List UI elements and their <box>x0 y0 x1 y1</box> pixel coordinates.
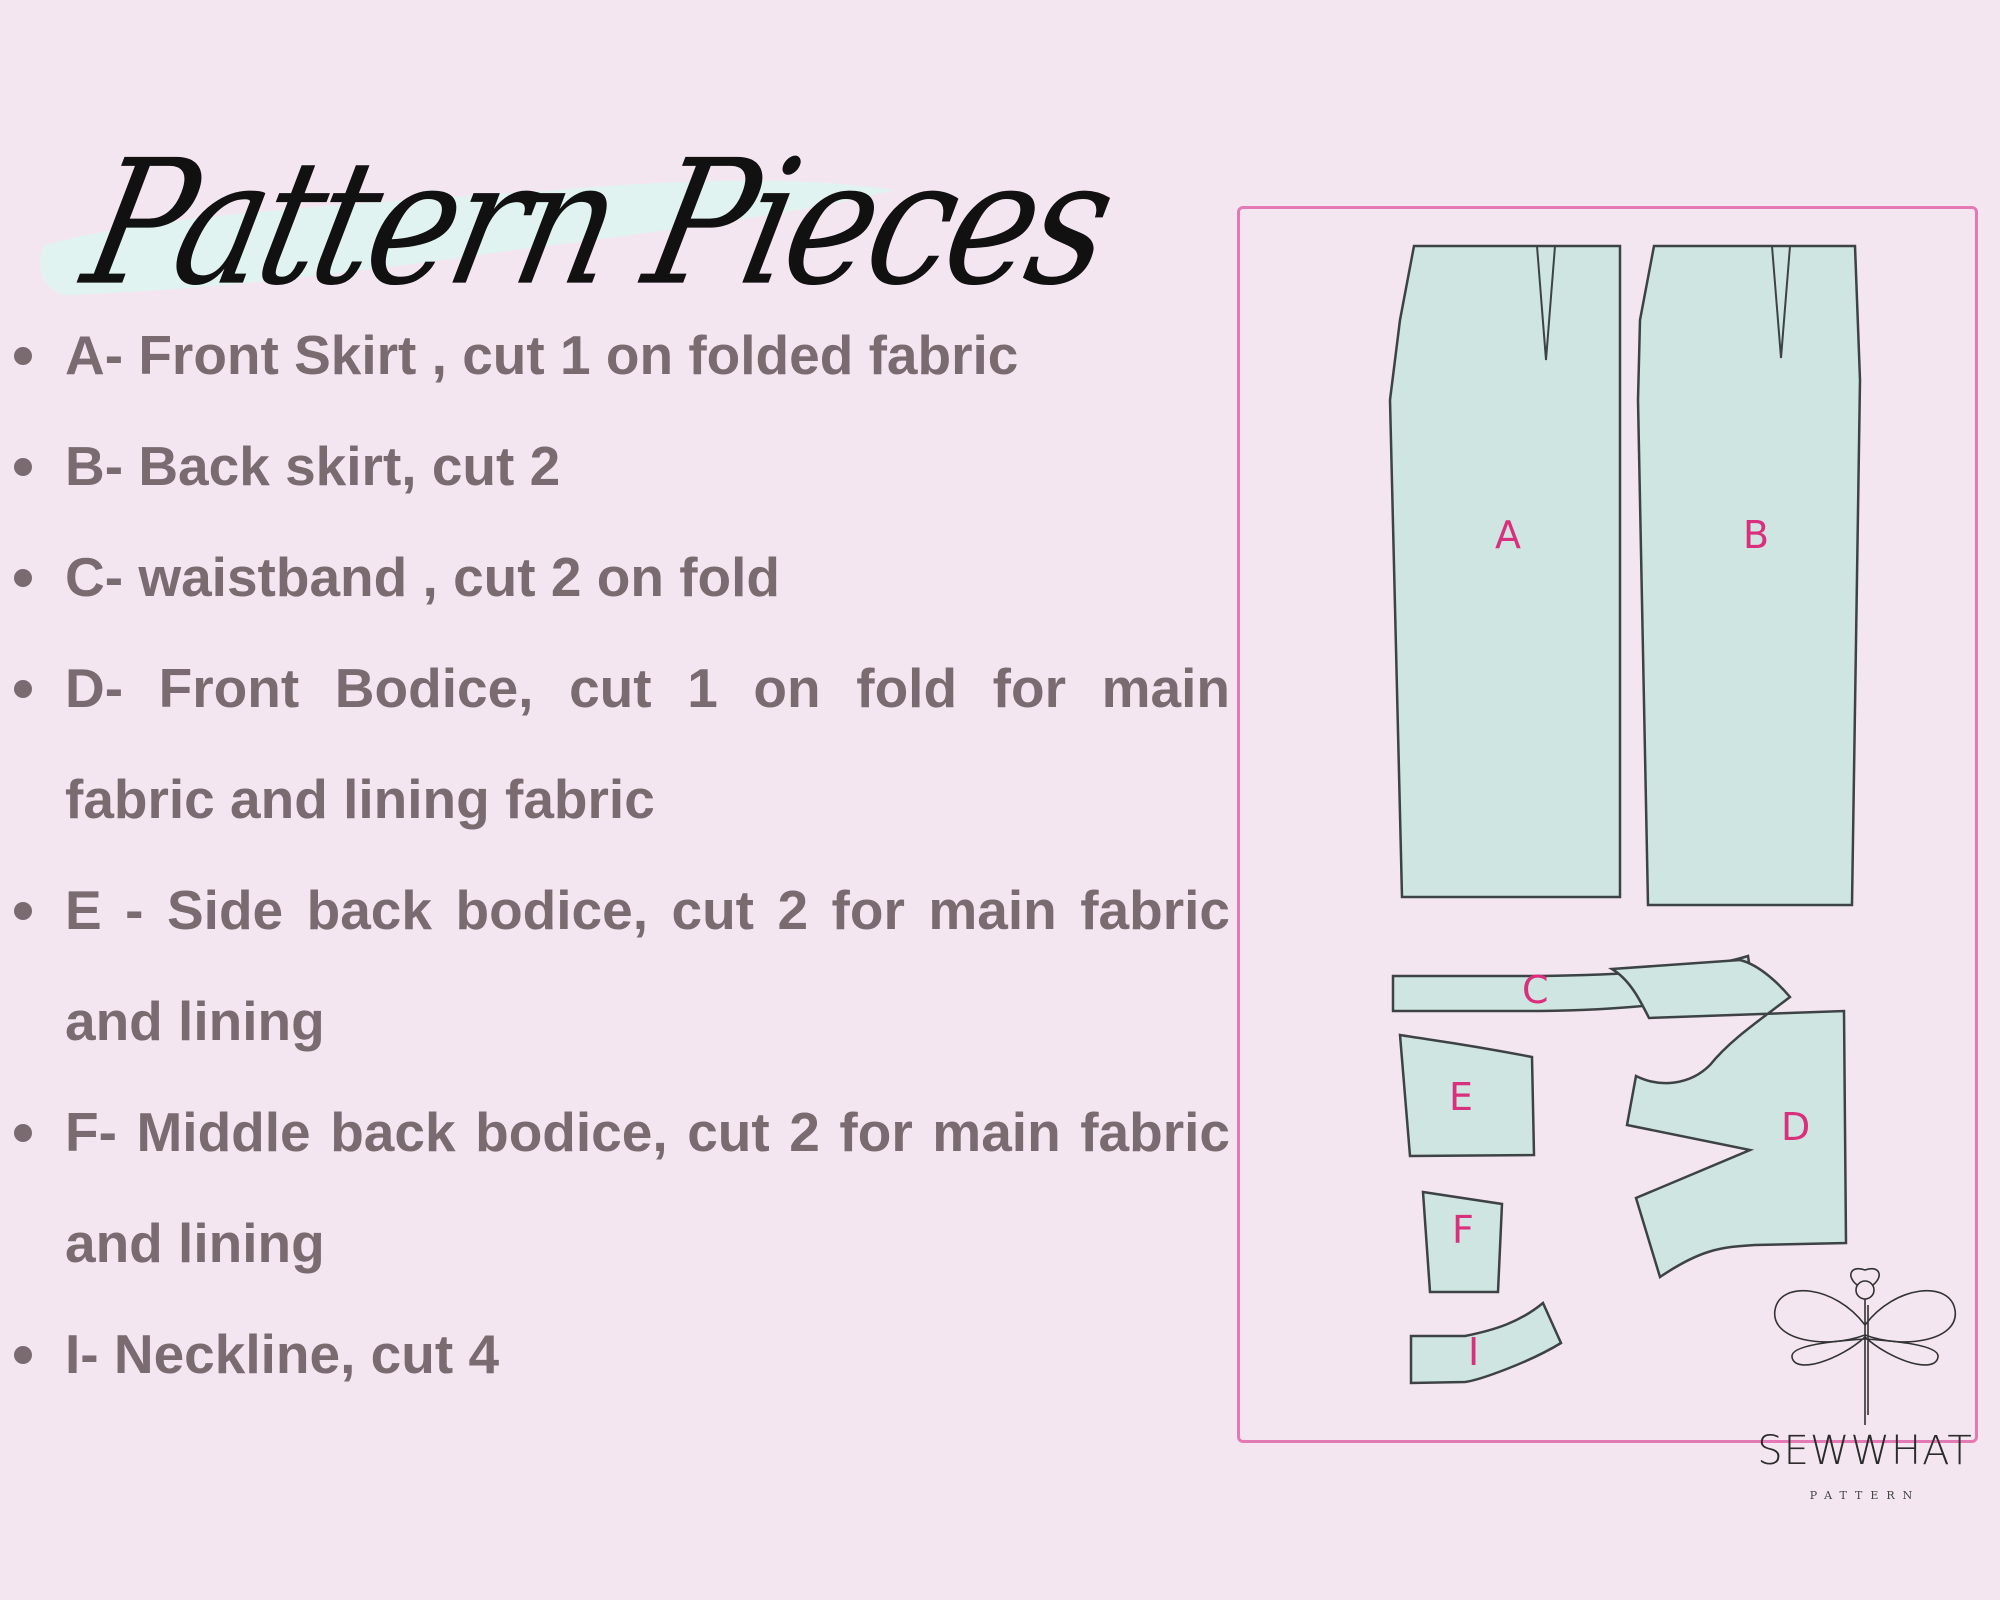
dragonfly-logo-icon <box>1740 1265 1990 1515</box>
list-item-text: E - Side back bodice, cut 2 for main fabric and lining <box>65 879 1230 1052</box>
pattern-label-f: F <box>1452 1208 1474 1252</box>
pattern-label-c: C <box>1522 968 1549 1012</box>
pattern-piece-i <box>1411 1303 1561 1383</box>
list-item-text: B- Back skirt, cut 2 <box>65 435 561 497</box>
brand-name: SEWWHAT <box>1757 1428 1973 1474</box>
list-item-text: A- Front Skirt , cut 1 on folded fabric <box>65 324 1019 386</box>
pattern-label-b: B <box>1743 513 1770 557</box>
pattern-piece-b <box>1638 246 1860 905</box>
pattern-label-a: A <box>1495 513 1521 557</box>
pattern-label-e: E <box>1449 1075 1474 1119</box>
list-item-text: C- waistband , cut 2 on fold <box>65 546 780 608</box>
list-item-text: F- Middle back bodice, cut 2 for main fabric and lining <box>65 1101 1230 1274</box>
pattern-label-d: D <box>1781 1105 1811 1149</box>
pattern-label-i: I <box>1468 1330 1480 1374</box>
pattern-piece-d <box>1612 960 1846 1277</box>
list-item-text: I- Neckline, cut 4 <box>65 1323 500 1385</box>
pattern-piece-a <box>1390 246 1620 897</box>
page-title: Pattern Pieces <box>70 123 1125 325</box>
list-item-text: D- Front Bodice, cut 1 on fold for main fabric and lining fabric <box>65 657 1230 830</box>
brand-subtitle: PATTERN <box>1809 1489 1921 1502</box>
